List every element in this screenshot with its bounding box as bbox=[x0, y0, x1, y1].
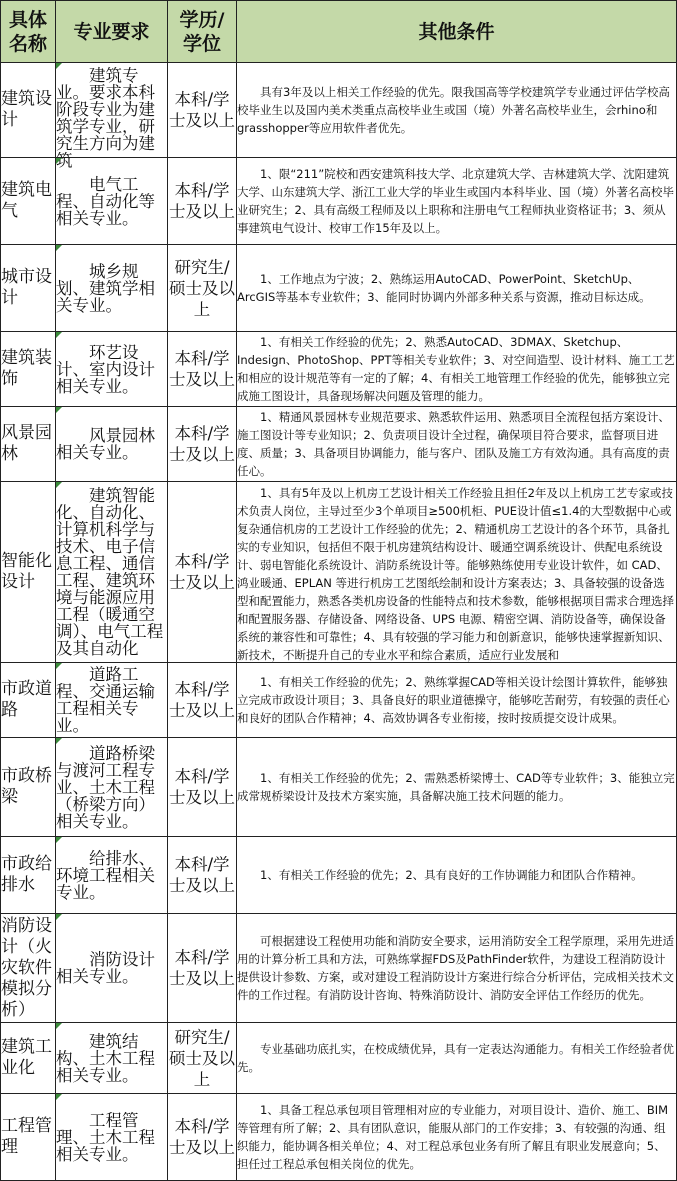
other-conditions: 具有3年及以上相关工作经验的优先。限我国高等学校建筑学专业通过评估学校高校毕业生以及国内美术类重点高校毕业生或国（境）外著名高校毕业生，会rhino和grasshopper等应用软件者优先。 bbox=[237, 85, 670, 135]
education-cell bbox=[168, 332, 237, 407]
position-name-cell bbox=[1, 158, 56, 245]
other-conditions: 专业基础功底扎实，在校成绩优异，具有一定表达沟通能力。有相关工作经验者优先。 bbox=[237, 1042, 674, 1074]
table-row bbox=[1, 663, 677, 738]
position-name-cell bbox=[1, 332, 56, 407]
other-conditions-cell bbox=[237, 837, 677, 914]
comment-marker-icon bbox=[56, 158, 62, 164]
education-cell bbox=[168, 407, 237, 482]
other-conditions: 1、有相关工作经验的优先；2、熟悉AutoCAD、3DMAX、Sketchup、Indesign、PhotoShop、PPT等相关专业软件；3、对空间造型、设计材料、施工工艺和相应的设计规范等有一定的了解；4、有相关工地管理工作经验的优先，能够独立完成施工图设计，具备现场解决问题及管理的能力。 bbox=[237, 335, 675, 403]
other-conditions: 可根据建设工程使用功能和消防安全要求，运用消防安全工程学原理，采用先进适用的计算分析工具和方法，可熟练掌握FDS及PathFinder软件，为建设工程消防设计提供设计参数、方案，或对建设工程消防设计方案进行综合分析评估，完成相关技术文件的工作过程。有消防设计咨询、特殊消防设计、消防安全评估工作经历的优先。 bbox=[237, 934, 674, 1002]
table-row bbox=[1, 245, 677, 332]
other-conditions-cell bbox=[237, 914, 677, 1023]
other-conditions-cell bbox=[237, 482, 677, 663]
major-requirement: 风景园林相关专业。 bbox=[56, 426, 155, 462]
position-name: 风景园林 bbox=[1, 423, 52, 464]
education-cell bbox=[168, 663, 237, 738]
education-cell bbox=[168, 1094, 237, 1181]
education-cell bbox=[168, 914, 237, 1023]
major-requirement: 给排水、环境工程相关专业。 bbox=[56, 848, 155, 902]
major-requirement: 道路桥梁与渡河工程专业、土木工程（桥梁方向）相关专业。 bbox=[56, 743, 155, 831]
education-requirement: 本科/学士及以上 bbox=[169, 90, 235, 130]
education-cell bbox=[168, 1023, 237, 1094]
comment-marker-icon bbox=[56, 245, 62, 251]
position-name: 智能化设计 bbox=[1, 551, 52, 592]
position-name-cell bbox=[1, 738, 56, 837]
other-conditions-cell bbox=[237, 1094, 677, 1181]
major-cell bbox=[56, 158, 168, 245]
education-cell bbox=[168, 738, 237, 837]
other-conditions: 1、精通风景园林专业规范要求、熟悉软件运用、熟悉项目全流程包括方案设计、施工图设计等专业知识；2、负责项目设计全过程，确保项目符合要求，监督项目进度、质量；3、具备项目协调能力，能与客户、团队及施工方有效沟通。具有高度的责任心。 bbox=[237, 410, 670, 478]
position-name-cell bbox=[1, 63, 56, 158]
table-row bbox=[1, 332, 677, 407]
comment-marker-icon bbox=[56, 407, 62, 413]
major-requirement: 电气工程、自动化等相关专业。 bbox=[56, 174, 155, 228]
position-name-cell bbox=[1, 407, 56, 482]
table-row bbox=[1, 63, 677, 158]
other-conditions-cell bbox=[237, 63, 677, 158]
comment-marker-icon bbox=[56, 837, 62, 843]
comment-marker-icon bbox=[56, 1094, 62, 1100]
comment-marker-icon bbox=[56, 738, 62, 744]
other-conditions: 1、有相关工作经验的优先；2、熟练掌握CAD等相关设计绘图计算软件，能够独立完成市政设计项目；3、具备良好的职业道德操守，能够吃苦耐劳，有较强的责任心和良好的团队合作精神；4、高效协调各专业衔接，按时按质提交设计成果。 bbox=[237, 675, 670, 725]
major-requirement: 道路工程、交通运输工程相关专业。 bbox=[56, 665, 155, 735]
table-row bbox=[1, 914, 677, 1023]
position-name: 市政给排水 bbox=[1, 854, 52, 895]
position-name-cell bbox=[1, 663, 56, 738]
comment-marker-icon bbox=[56, 332, 62, 338]
other-conditions: 1、有相关工作经验的优先；2、需熟悉桥梁博士、CAD等专业软件；3、能独立完成常规桥梁设计及技术方案实施，具备解决施工技术问题的能力。 bbox=[237, 771, 675, 803]
other-conditions: 1、限“211”院校和西安建筑科技大学、北京建筑大学、吉林建筑大学、沈阳建筑大学、山东建筑大学、浙江工业大学的毕业生或国内本科毕业、国（境）外著名高校毕业研究生；2、具有高级工程师及以上职称和注册电气工程师执业资格证书；3、须从事建筑电气设计、校审工作15年及以上。 bbox=[237, 167, 674, 235]
header-major: 专业要求 bbox=[56, 1, 168, 63]
major-requirement: 建筑结构、土木工程相关专业。 bbox=[56, 1031, 155, 1085]
major-requirement: 建筑智能化、自动化、计算机科学与技术、电子信息工程、通信工程、建筑环境与能源应用工程（暖通空调）、电气工程及其自动化 bbox=[56, 486, 164, 658]
table-row bbox=[1, 407, 677, 482]
education-requirement: 本科/学士及以上 bbox=[169, 181, 235, 221]
position-name-cell bbox=[1, 914, 56, 1023]
position-name-cell bbox=[1, 1023, 56, 1094]
education-requirement: 本科/学士及以上 bbox=[169, 948, 235, 988]
major-requirement: 城乡规划、建筑学相关专业。 bbox=[56, 261, 155, 315]
major-cell bbox=[56, 837, 168, 914]
position-name: 建筑设计 bbox=[1, 89, 52, 130]
major-cell bbox=[56, 914, 168, 1023]
position-name: 工程管理 bbox=[1, 1116, 52, 1157]
education-requirement: 本科/学士及以上 bbox=[169, 1117, 235, 1157]
table-row bbox=[1, 482, 677, 663]
position-name: 市政桥梁 bbox=[1, 766, 52, 807]
position-name-cell bbox=[1, 837, 56, 914]
table-row bbox=[1, 1094, 677, 1181]
comment-marker-icon bbox=[56, 63, 62, 69]
other-conditions: 1、有相关工作经验的优先；2、具有良好的工作协调能力和团队合作精神。 bbox=[260, 868, 643, 882]
other-conditions: 1、具有5年及以上机房工艺设计相关工作经验且担任2年及以上机房工艺专家或技术负责人岗位，主导过至少3个单项目≥500机柜、PUE设计值≤1.4的大型数据中心或复杂通信机房的工艺设计工作经验的优先；2、精通机房工艺设计的各个环节，具备扎实的专业知识，包括但不限于机房建筑结构设计、暖通空调系统设计、供配电系统设计、弱电智能化系统设计、消防系统设计等。能够熟练使用专业设计软件，如 CAD、鸿业暖通、EPLAN 等进行机房工艺图纸绘制和设计方案表达；3、具备较强的设备选型和配置能力，熟悉各类机房设备的性能特点和技术参数，能够根据项目需求合理选择和配置服务器、存储设备、网络设备、UPS 电源、精密空调、消防设备等，确保设备系统的兼容性和可靠性；4、具有较强的学习能力和创新意识，能够快速掌握新知识、新技术，不断提升自己的专业水平和综合素质，适应行业发展和 bbox=[237, 486, 674, 662]
comment-marker-icon bbox=[56, 663, 62, 669]
education-requirement: 本科/学士及以上 bbox=[169, 424, 235, 464]
major-cell bbox=[56, 738, 168, 837]
position-name: 消防设计（火灾软件模拟分析） bbox=[1, 915, 52, 1020]
header-education: 学历/学位 bbox=[168, 1, 237, 63]
education-requirement: 研究生/硕士及以上 bbox=[169, 1027, 235, 1089]
education-cell bbox=[168, 245, 237, 332]
comment-marker-icon bbox=[56, 914, 62, 920]
education-cell bbox=[168, 482, 237, 663]
table-row bbox=[1, 738, 677, 837]
position-name: 建筑装饰 bbox=[1, 348, 52, 389]
other-conditions-cell bbox=[237, 1023, 677, 1094]
major-requirement: 环艺设计、室内设计相关专业。 bbox=[56, 342, 155, 396]
major-cell bbox=[56, 1094, 168, 1181]
education-requirement: 本科/学士及以上 bbox=[169, 855, 235, 895]
other-conditions-cell bbox=[237, 407, 677, 482]
other-conditions-cell bbox=[237, 158, 677, 245]
table-header-row bbox=[1, 1, 677, 63]
position-name: 建筑电气 bbox=[1, 180, 52, 221]
other-conditions-cell bbox=[237, 332, 677, 407]
position-name: 城市设计 bbox=[1, 267, 52, 308]
position-name-cell bbox=[1, 482, 56, 663]
education-cell bbox=[168, 63, 237, 158]
education-requirement: 本科/学士及以上 bbox=[169, 349, 235, 389]
position-name: 建筑工业化 bbox=[1, 1037, 52, 1078]
major-requirement: 工程管理、土木工程相关专业。 bbox=[56, 1110, 155, 1164]
comment-marker-icon bbox=[56, 482, 62, 488]
comment-marker-icon bbox=[56, 1023, 62, 1029]
major-cell bbox=[56, 245, 168, 332]
other-conditions-cell bbox=[237, 663, 677, 738]
header-other-conditions: 其他条件 bbox=[237, 1, 677, 63]
major-cell bbox=[56, 663, 168, 738]
education-requirement: 本科/学士及以上 bbox=[169, 680, 235, 720]
position-name: 市政道路 bbox=[1, 679, 52, 720]
education-requirement: 本科/学士及以上 bbox=[169, 767, 235, 807]
major-cell bbox=[56, 332, 168, 407]
other-conditions-cell bbox=[237, 245, 677, 332]
education-cell bbox=[168, 158, 237, 245]
major-cell bbox=[56, 482, 168, 663]
major-requirement: 建筑专业。要求本科阶段专业为建筑学专业，研究生方向为建筑 bbox=[56, 66, 155, 170]
header-name: 具体名称 bbox=[1, 1, 56, 63]
education-requirement: 本科/学士及以上 bbox=[169, 552, 235, 592]
other-conditions-cell bbox=[237, 738, 677, 837]
major-cell bbox=[56, 1023, 168, 1094]
position-name-cell bbox=[1, 1094, 56, 1181]
major-requirement: 消防设计相关专业。 bbox=[56, 950, 155, 986]
other-conditions: 1、具备工程总承包项目管理相对应的专业能力，对项目设计、造价、施工、BIM等管理有所了解；2、具有团队意识，能服从部门的工作安排；3、有较强的沟通、组织能力，能协调各相关单位；4、对工程总承包业务有所了解且有职业发展意向；5、担任过工程总承包相关岗位的优先。 bbox=[237, 1103, 669, 1171]
table-row bbox=[1, 158, 677, 245]
major-cell bbox=[56, 407, 168, 482]
table-row bbox=[1, 1023, 677, 1094]
education-requirement: 研究生/硕士及以上 bbox=[169, 257, 235, 319]
table-row bbox=[1, 837, 677, 914]
other-conditions: 1、工作地点为宁波；2、熟练运用AutoCAD、PowerPoint、SketchUp、ArcGIS等基本专业软件；3、能同时协调内外部多种关系与资源，推动目标达成。 bbox=[237, 272, 651, 304]
major-cell bbox=[56, 63, 168, 170]
position-name-cell bbox=[1, 245, 56, 332]
education-cell bbox=[168, 837, 237, 914]
